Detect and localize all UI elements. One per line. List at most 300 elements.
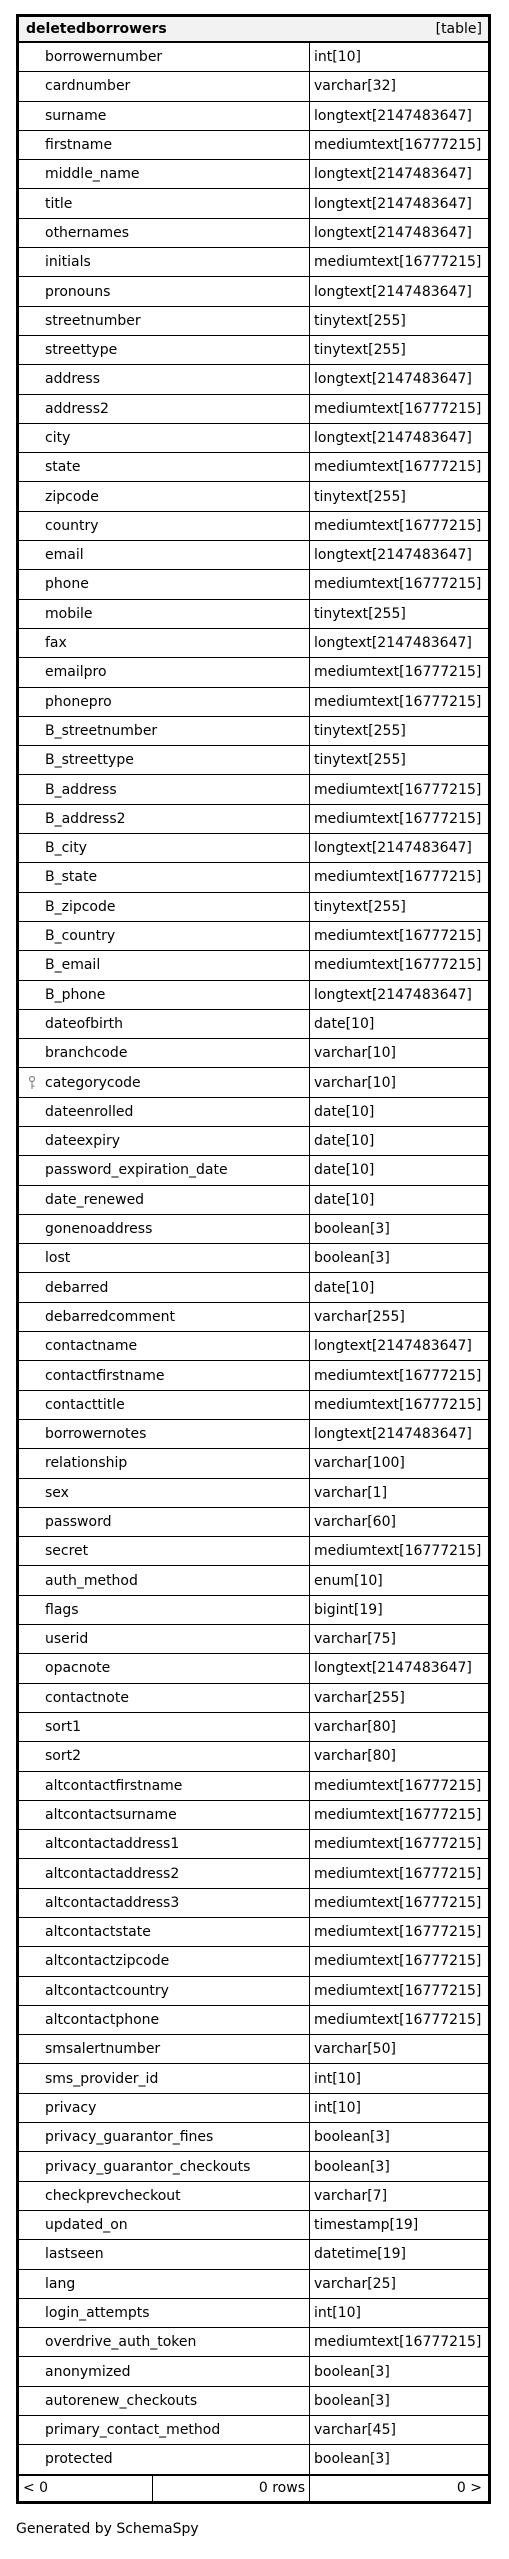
column-row [19, 482, 488, 511]
column-type: date[10] [314, 1191, 375, 1208]
column-name [19, 1508, 310, 1536]
column-name-text: contacttitle [45, 1396, 125, 1413]
column-row [19, 863, 488, 892]
column-name-text: anonymized [45, 2363, 131, 2380]
column-row [19, 1801, 488, 1830]
column-name-text: phonepro [45, 693, 112, 710]
column-name [19, 2328, 310, 2356]
column-name-text: updated_on [45, 2217, 128, 2234]
column-type: int[10] [314, 2070, 361, 2087]
column-name [19, 1859, 310, 1887]
column-row [19, 2035, 488, 2064]
column-row [19, 1039, 488, 1068]
column-type: longtext[2147483647] [314, 840, 472, 857]
column-name [19, 746, 310, 774]
column-type: varchar[100] [314, 1455, 405, 1472]
column-name-text: sms_provider_id [45, 2070, 159, 2087]
column-type: tinytext[255] [314, 722, 406, 739]
column-name [19, 1479, 310, 1507]
column-row [19, 1508, 488, 1537]
column-row [19, 2445, 488, 2474]
column-type: varchar[255] [314, 1308, 405, 1325]
column-row [19, 2416, 488, 2445]
column-type: mediumtext[16777215] [314, 928, 482, 945]
column-type: mediumtext[16777215] [314, 693, 482, 710]
column-type: mediumtext[16777215] [314, 1894, 482, 1911]
column-name-text: middle_name [45, 166, 140, 183]
column-name [19, 2035, 310, 2063]
column-type: mediumtext[16777215] [314, 137, 482, 154]
column-name [19, 131, 310, 159]
column-name-text: address [45, 371, 101, 388]
column-name [19, 834, 310, 862]
column-name-text: B_zipcode [45, 898, 116, 915]
column-name [19, 72, 310, 100]
column-name [19, 2240, 310, 2268]
column-name [19, 688, 310, 716]
column-name [19, 1186, 310, 1214]
column-type: longtext[2147483647] [314, 1338, 472, 1355]
column-name-text: contactfirstname [45, 1367, 165, 1384]
column-type: longtext[2147483647] [314, 224, 472, 241]
column-name-text: B_state [45, 869, 98, 886]
column-name-text: B_email [45, 957, 101, 974]
column-name [19, 1977, 310, 2005]
column-row [19, 189, 488, 218]
table-name: deletedborrowers [26, 21, 167, 37]
column-row [19, 1742, 488, 1771]
column-name [19, 1361, 310, 1389]
column-type: boolean[3] [314, 2129, 390, 2146]
column-name-text: B_address2 [45, 810, 126, 827]
column-name [19, 2123, 310, 2151]
column-name [19, 1947, 310, 1975]
column-type: tinytext[255] [314, 898, 406, 915]
column-name-text: protected [45, 2451, 113, 2468]
column-type: date[10] [314, 1103, 375, 1120]
column-type: varchar[80] [314, 1748, 396, 1765]
column-name [19, 541, 310, 569]
column-row [19, 1391, 488, 1420]
column-name-text: contactname [45, 1338, 138, 1355]
column-row [19, 307, 488, 336]
column-type: varchar[32] [314, 78, 396, 95]
column-row [19, 2240, 488, 2269]
column-name [19, 717, 310, 745]
column-row [19, 1332, 488, 1361]
column-name-text: branchcode [45, 1045, 128, 1062]
column-row [19, 1420, 488, 1449]
column-row [19, 2094, 488, 2123]
column-row [19, 1684, 488, 1713]
column-name-text: privacy_guarantor_checkouts [45, 2158, 251, 2175]
column-type: longtext[2147483647] [314, 547, 472, 564]
column-row [19, 1098, 488, 1127]
footer-parents: < 0 [19, 2476, 153, 2501]
column-row [19, 629, 488, 658]
column-type: longtext[2147483647] [314, 283, 472, 300]
column-name [19, 1391, 310, 1419]
column-name-text: B_streettype [45, 752, 134, 769]
column-name-text: fax [45, 635, 67, 652]
column-row [19, 600, 488, 629]
column-name [19, 219, 310, 247]
column-type: longtext[2147483647] [314, 166, 472, 183]
column-name [19, 1566, 310, 1594]
column-name-text: altcontactsurname [45, 1806, 177, 1823]
column-name [19, 2182, 310, 2210]
column-name-text: country [45, 517, 99, 534]
column-name-text: address2 [45, 400, 109, 417]
column-type: mediumtext[16777215] [314, 664, 482, 681]
column-type: mediumtext[16777215] [314, 1924, 482, 1941]
column-name [19, 1684, 310, 1712]
column-name [19, 1537, 310, 1565]
column-row [19, 688, 488, 717]
column-row [19, 1244, 488, 1273]
column-type: boolean[3] [314, 2392, 390, 2409]
column-name-text: B_city [45, 840, 87, 857]
column-type: mediumtext[16777215] [314, 1543, 482, 1560]
column-name [19, 922, 310, 950]
column-row [19, 1010, 488, 1039]
column-name-text: email [45, 547, 84, 564]
column-name [19, 1889, 310, 1917]
column-name-text: streetnumber [45, 312, 141, 329]
column-name-text: auth_method [45, 1572, 138, 1589]
column-name-text: altcontactzipcode [45, 1953, 170, 1970]
column-row [19, 1713, 488, 1742]
column-type: tinytext[255] [314, 605, 406, 622]
column-name-text: contactnote [45, 1689, 129, 1706]
column-name [19, 981, 310, 1009]
column-row [19, 1947, 488, 1976]
column-name-text: debarredcomment [45, 1308, 175, 1325]
column-row [19, 658, 488, 687]
column-row [19, 1303, 488, 1332]
column-name [19, 43, 310, 71]
column-name [19, 160, 310, 188]
column-name [19, 805, 310, 833]
column-row [19, 1537, 488, 1566]
column-name-text: opacnote [45, 1660, 111, 1677]
column-type: date[10] [314, 1015, 375, 1032]
column-name-text: altcontactaddress2 [45, 1865, 180, 1882]
column-name [19, 248, 310, 276]
column-type: tinytext[255] [314, 752, 406, 769]
column-name-text: debarred [45, 1279, 109, 1296]
column-name [19, 1420, 310, 1448]
column-type: longtext[2147483647] [314, 107, 472, 124]
column-type: longtext[2147483647] [314, 195, 472, 212]
column-name-text: overdrive_auth_token [45, 2334, 197, 2351]
column-row [19, 160, 488, 189]
table-node [16, 14, 491, 2504]
column-row [19, 1918, 488, 1947]
column-name-text: lang [45, 2275, 76, 2292]
column-type: mediumtext[16777215] [314, 1367, 482, 1384]
column-row [19, 43, 488, 72]
column-name-text: lost [45, 1250, 71, 1267]
column-row [19, 1566, 488, 1595]
column-name [19, 1215, 310, 1243]
column-name [19, 2211, 310, 2239]
column-name-text: login_attempts [45, 2305, 150, 2321]
column-row [19, 1361, 488, 1390]
column-type: varchar[45] [314, 2422, 396, 2439]
column-type: mediumtext[16777215] [314, 781, 482, 798]
column-name [19, 365, 310, 393]
column-type: mediumtext[16777215] [314, 1982, 482, 1999]
generated-by-label: Generated by SchemaSpy [16, 2521, 199, 2537]
column-type: varchar[50] [314, 2041, 396, 2058]
column-type: varchar[60] [314, 1513, 396, 1530]
column-name [19, 2006, 310, 2034]
column-row [19, 365, 488, 394]
column-name-text: flags [45, 1601, 79, 1618]
column-name-text: lastseen [45, 2246, 104, 2263]
column-type: date[10] [314, 1162, 375, 1179]
column-type: mediumtext[16777215] [314, 1865, 482, 1882]
column-name [19, 482, 310, 510]
column-type: boolean[3] [314, 2363, 390, 2380]
column-type: varchar[255] [314, 1689, 405, 1706]
column-type: tinytext[255] [314, 312, 406, 329]
column-type: longtext[2147483647] [314, 430, 472, 446]
column-row [19, 1889, 488, 1918]
column-name-text: zipcode [45, 488, 99, 505]
column-name-text: sex [45, 1484, 69, 1501]
column-type: boolean[3] [314, 2451, 390, 2468]
column-row [19, 541, 488, 570]
column-name [19, 1303, 310, 1331]
column-name-text: userid [45, 1631, 89, 1648]
column-row [19, 2211, 488, 2240]
column-name [19, 1918, 310, 1946]
column-row [19, 981, 488, 1010]
column-name-text: altcontactaddress3 [45, 1894, 180, 1911]
column-row [19, 1830, 488, 1859]
footer-row-count: 0 rows [153, 2476, 310, 2501]
column-row [19, 1068, 488, 1097]
column-type: mediumtext[16777215] [314, 1396, 482, 1413]
column-name [19, 1596, 310, 1624]
column-row [19, 453, 488, 482]
column-type: varchar[75] [314, 1631, 396, 1648]
column-type: mediumtext[16777215] [314, 2012, 482, 2029]
column-type: mediumtext[16777215] [314, 810, 482, 827]
column-name [19, 512, 310, 540]
column-row [19, 219, 488, 248]
column-name [19, 1742, 310, 1770]
column-row [19, 1772, 488, 1801]
column-name [19, 424, 310, 452]
column-name-text: streettype [45, 342, 118, 359]
column-name-text: initials [45, 254, 91, 271]
column-row [19, 72, 488, 101]
column-row [19, 1273, 488, 1302]
column-name-text: categorycode [45, 1074, 141, 1091]
column-type: enum[10] [314, 1572, 383, 1589]
column-type: int[10] [314, 2099, 361, 2116]
column-row [19, 1977, 488, 2006]
column-name-text: othernames [45, 224, 130, 241]
column-name-text: state [45, 459, 81, 476]
table-kind: [table] [435, 21, 482, 37]
column-row [19, 1127, 488, 1156]
column-name [19, 336, 310, 364]
column-type: longtext[2147483647] [314, 1660, 472, 1677]
column-name-text: sort1 [45, 1719, 82, 1736]
column-name-text: relationship [45, 1455, 128, 1472]
column-name-text: B_country [45, 928, 116, 945]
column-name [19, 658, 310, 686]
column-row [19, 922, 488, 951]
column-name [19, 1332, 310, 1360]
column-name-text: cardnumber [45, 78, 131, 95]
column-name-text: altcontactcountry [45, 1982, 169, 1999]
column-row [19, 1625, 488, 1654]
column-row [19, 1215, 488, 1244]
column-name [19, 2094, 310, 2122]
column-name-text: pronouns [45, 283, 111, 300]
column-row [19, 102, 488, 131]
column-type: tinytext[255] [314, 342, 406, 359]
column-row [19, 2299, 488, 2328]
column-row [19, 248, 488, 277]
column-name-text: title [45, 195, 73, 212]
column-name [19, 2416, 310, 2444]
column-row [19, 570, 488, 599]
column-row [19, 2357, 488, 2386]
column-type: int[10] [314, 2305, 361, 2321]
column-name [19, 629, 310, 657]
column-row [19, 424, 488, 453]
column-row [19, 834, 488, 863]
column-type: longtext[2147483647] [314, 1426, 472, 1443]
column-type: mediumtext[16777215] [314, 2334, 482, 2351]
column-name-text: privacy [45, 2099, 97, 2116]
column-type: mediumtext[16777215] [314, 1953, 482, 1970]
column-name [19, 1654, 310, 1682]
column-name [19, 2299, 310, 2327]
column-row [19, 1479, 488, 1508]
column-row [19, 512, 488, 541]
column-row [19, 1156, 488, 1185]
column-name-text: emailpro [45, 664, 107, 681]
column-row [19, 1654, 488, 1683]
column-row [19, 2182, 488, 2211]
column-name [19, 1039, 310, 1067]
column-name [19, 1244, 310, 1272]
column-name [19, 2387, 310, 2415]
column-name-text: gonenoaddress [45, 1221, 153, 1238]
column-name [19, 951, 310, 979]
column-name-text: altcontactstate [45, 1924, 151, 1941]
column-name-text: dateenrolled [45, 1103, 134, 1120]
column-name [19, 307, 310, 335]
column-type: mediumtext[16777215] [314, 957, 482, 974]
column-name-text: dateofbirth [45, 1015, 123, 1032]
column-name-text: mobile [45, 605, 93, 622]
column-name [19, 863, 310, 891]
column-name-text: smsalertnumber [45, 2041, 161, 2058]
column-row [19, 336, 488, 365]
column-type: datetime[19] [314, 2246, 406, 2263]
column-row [19, 2328, 488, 2357]
column-name [19, 1156, 310, 1184]
column-name [19, 1801, 310, 1829]
column-name [19, 1098, 310, 1126]
column-row [19, 1596, 488, 1625]
column-name [19, 2445, 310, 2473]
column-row [19, 951, 488, 980]
table-header [19, 17, 488, 43]
column-row [19, 717, 488, 746]
column-name [19, 2357, 310, 2385]
column-name [19, 2270, 310, 2298]
column-name [19, 1772, 310, 1800]
column-name [19, 2152, 310, 2180]
column-type: boolean[3] [314, 1250, 390, 1267]
column-row [19, 1449, 488, 1478]
column-name [19, 775, 310, 803]
column-type: timestamp[19] [314, 2217, 419, 2234]
column-row [19, 1859, 488, 1888]
column-type: mediumtext[16777215] [314, 254, 482, 271]
column-name-text: B_phone [45, 986, 106, 1003]
column-row [19, 805, 488, 834]
column-row [19, 775, 488, 804]
column-name [19, 1127, 310, 1155]
column-name [19, 1010, 310, 1038]
column-name-text: checkprevcheckout [45, 2187, 181, 2204]
column-name-text: dateexpiry [45, 1133, 121, 1150]
column-type: date[10] [314, 1279, 375, 1296]
column-type: varchar[10] [314, 1045, 396, 1062]
column-row [19, 1186, 488, 1215]
column-name-text: altcontactphone [45, 2012, 160, 2029]
column-name-text: city [45, 430, 71, 446]
column-name-text: surname [45, 107, 107, 124]
column-type: bigint[19] [314, 1601, 383, 1618]
column-type: boolean[3] [314, 2158, 390, 2175]
column-name-text: autorenew_checkouts [45, 2392, 198, 2409]
column-type: mediumtext[16777215] [314, 1806, 482, 1823]
column-type: mediumtext[16777215] [314, 1836, 482, 1853]
table-footer [19, 2475, 488, 2501]
column-row [19, 2123, 488, 2152]
column-type: varchar[1] [314, 1484, 388, 1501]
column-type: varchar[80] [314, 1719, 396, 1736]
column-type: mediumtext[16777215] [314, 459, 482, 476]
column-type: varchar[25] [314, 2275, 396, 2292]
column-name-text: altcontactaddress1 [45, 1836, 180, 1853]
column-list [19, 43, 488, 2475]
column-name [19, 395, 310, 423]
column-name-text: privacy_guarantor_fines [45, 2129, 214, 2146]
column-name-text: password [45, 1513, 112, 1530]
column-name-text: borrowernumber [45, 49, 163, 66]
column-type: tinytext[255] [314, 488, 406, 505]
column-name [19, 1449, 310, 1477]
column-type: mediumtext[16777215] [314, 400, 482, 417]
column-name-text: firstname [45, 137, 113, 154]
column-row [19, 277, 488, 306]
column-name [19, 102, 310, 130]
column-name [19, 453, 310, 481]
column-name-text: altcontactfirstname [45, 1777, 183, 1794]
